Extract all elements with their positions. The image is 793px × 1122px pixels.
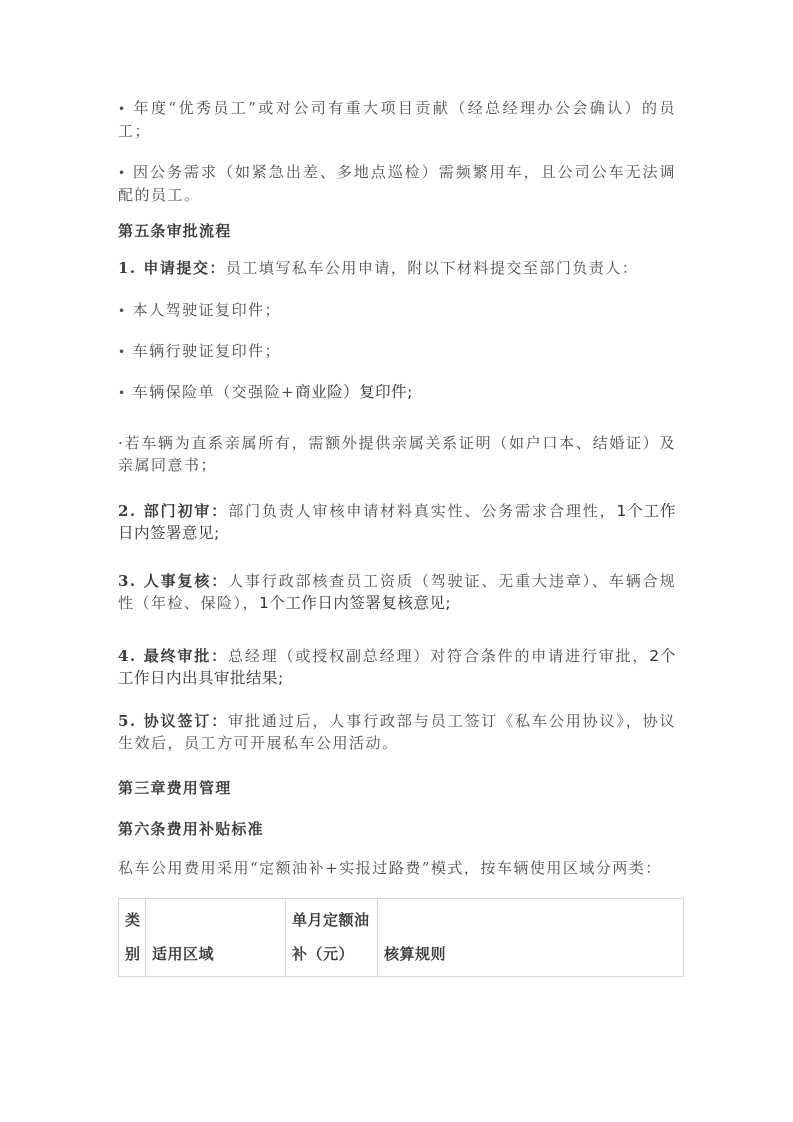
bullet-item-driver-license (118, 299, 676, 322)
fee-table (118, 898, 684, 977)
paragraph-fee-mode: 私车公用费用采用“定额油补+实报过路费”模式，按车辆使用区域分两类： (118, 859, 662, 877)
step-item-4-final-approval (118, 645, 676, 689)
bullet-icon: • (118, 102, 127, 116)
bullet-icon: • (118, 304, 127, 318)
fee-table-header-monthly-fuel-subsidy: 单月定额油补（元） (286, 899, 378, 977)
step-label: 1. 申请提交： (118, 259, 226, 277)
bullet-icon: • (118, 166, 127, 180)
note-text: ·若车辆为直系亲属所有，需额外提供亲属关系证明（如户口本、结婚证）及亲属同意书； (118, 434, 676, 474)
bullet-icon: • (118, 345, 127, 359)
step-label: 3. 人事复核： (118, 572, 229, 590)
fee-table-header-accounting-rule: 核算规则 (378, 899, 684, 977)
bullet-text: 本人驾驶证复印件； (132, 301, 282, 319)
bullet-text-sans: 商业险）复印件; (295, 383, 413, 401)
step-text: 人事行政部核查员工资质（驾驶证、无重大违章）、车辆合规性（年检、保险）， (118, 572, 676, 612)
step-item-1-application (118, 257, 676, 279)
heading-article6-subsidy-standard: 第六条费用补贴标准 (118, 820, 264, 838)
heading-article5-approval-process: 第五条审批流程 (118, 222, 232, 240)
bullet-item-vehicle-license (118, 340, 676, 363)
step-item-2-department-review (118, 500, 676, 544)
bullet-text: 车辆行驶证复印件； (132, 342, 282, 360)
fee-table-header-category: 类别 (119, 899, 146, 977)
step-text-sans: 1个工作日内签署意见; (118, 502, 676, 542)
bullet-text: 车辆保险单（交强险+ (132, 383, 296, 401)
step-text: 总经理（或授权副总经理）对符合条件的申请进行审批， (228, 647, 650, 665)
note-relative-owned-vehicle (118, 432, 676, 476)
step-text: 部门负责人审核申请材料真实性、公务需求合理性， (228, 502, 617, 520)
fee-table-header-region: 适用区域 (146, 899, 286, 977)
bullet-item-insurance (118, 381, 676, 404)
step-item-3-hr-recheck (118, 570, 676, 614)
bullet-icon: • (118, 386, 127, 400)
step-text-sans: 2个工作日内出具审批结果; (118, 647, 676, 687)
step-item-5-agreement-signing (118, 710, 676, 754)
heading-chapter3-fee-management: 第三章费用管理 (118, 779, 232, 797)
bullet-item-excellent-employee (118, 97, 676, 142)
step-label: 5. 协议签订： (118, 712, 229, 730)
step-text-sans: 1个工作日内签署复核意见; (259, 594, 452, 612)
step-label: 4. 最终审批： (118, 647, 228, 665)
step-label: 2. 部门初审： (118, 502, 229, 520)
bullet-item-business-need (118, 161, 676, 206)
step-text: 员工填写私车公用申请，附以下材料提交至部门负责人： (225, 259, 639, 277)
step-text: 审批通过后，人事行政部与员工签订《私车公用协议》，协议生效后，员工方可开展私车公用活动。 (118, 712, 676, 752)
bullet-text: 年度“优秀员工”或对公司有重大项目贡献（经总经理办公会确认）的员工； (118, 99, 676, 140)
fee-table-header-row (119, 899, 684, 977)
bullet-text: 因公务需求（如紧急出差、多地点巡检）需频繁用车，且公司公车无法调配的员工。 (118, 163, 676, 204)
